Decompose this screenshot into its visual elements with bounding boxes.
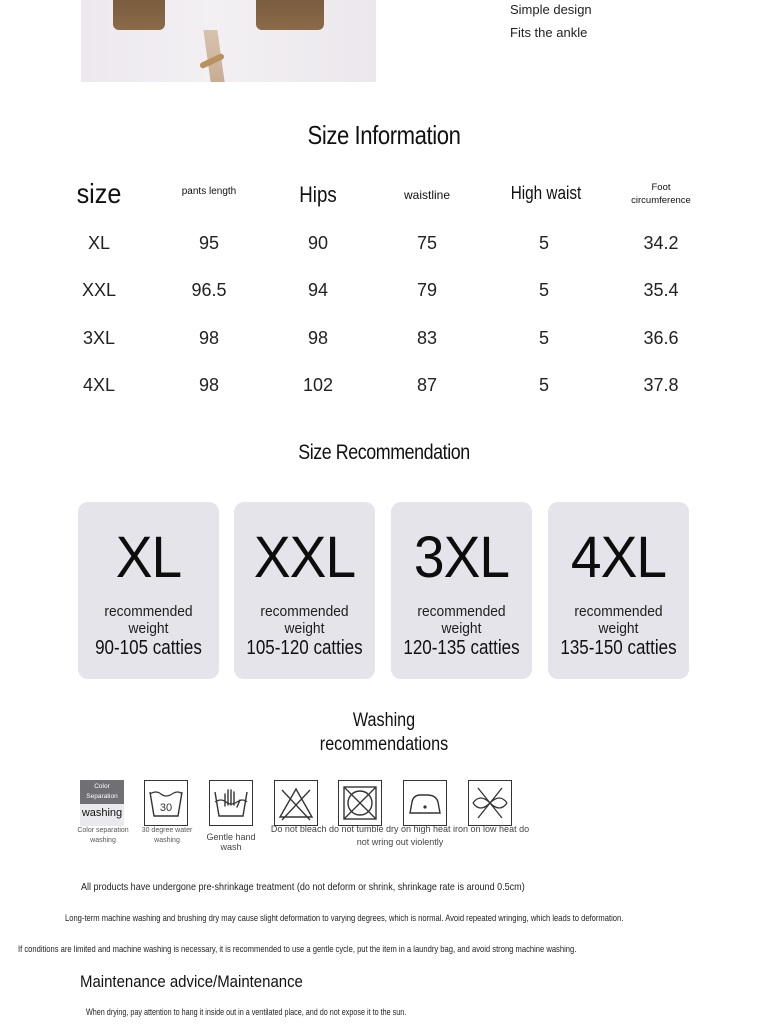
feature-simple-design: Simple design bbox=[510, 2, 592, 17]
table-row bbox=[40, 328, 720, 368]
cell-pants-length: 96.5 bbox=[191, 280, 227, 300]
header-size: size bbox=[76, 178, 122, 209]
maintenance-title: Maintenance advice/Maintenance bbox=[80, 972, 303, 991]
table-row bbox=[40, 233, 720, 273]
card-size: 3XL bbox=[413, 525, 510, 590]
size-table-header bbox=[40, 172, 720, 212]
pant-leg-right bbox=[256, 0, 324, 30]
cell-waistline: 87 bbox=[416, 375, 438, 395]
note-pre-shrink: All products have undergone pre-shrinkage treatment (do not deform or shrink, shrinkage rate is around 0.5cm) bbox=[81, 881, 525, 893]
card-range: 120-135 catties bbox=[403, 637, 520, 659]
cell-hips: 98 bbox=[307, 328, 329, 348]
cell-high-waist: 5 bbox=[538, 233, 549, 253]
wash-30-text: 30 bbox=[159, 802, 173, 814]
cell-high-waist: 5 bbox=[538, 328, 549, 348]
cell-pants-length: 98 bbox=[198, 328, 220, 348]
cell-waistline: 75 bbox=[416, 233, 438, 253]
no-bleach-icon bbox=[274, 780, 318, 826]
cell-waistline: 79 bbox=[416, 280, 438, 300]
cell-hips: 94 bbox=[307, 280, 329, 300]
color-separation-label: Color separation washing bbox=[77, 827, 129, 844]
recommendation-card-3xl bbox=[391, 502, 532, 679]
washing-title bbox=[58, 709, 711, 757]
cell-pants-length: 98 bbox=[198, 375, 220, 395]
washing-title-line2: recommendations bbox=[319, 734, 449, 755]
card-size: 4XL bbox=[570, 525, 667, 590]
cell-waistline: 83 bbox=[416, 328, 438, 348]
cell-size: 3XL bbox=[82, 328, 116, 348]
cell-size: XL bbox=[87, 233, 111, 253]
cell-foot-circumference: 35.4 bbox=[643, 280, 679, 300]
color-separation-icon bbox=[80, 780, 124, 826]
hand-wash-icon bbox=[209, 780, 253, 826]
note-drying: When drying, pay attention to hang it inside out in a ventilated place, and do not expose it to the sun. bbox=[86, 1007, 407, 1017]
card-label: recommended weight bbox=[260, 603, 349, 637]
hand-wash-label: Gentle hand wash bbox=[206, 832, 256, 852]
card-size: XL bbox=[115, 525, 182, 590]
color-separation-washing-text: washing bbox=[81, 807, 123, 819]
cell-high-waist: 5 bbox=[538, 280, 549, 300]
iron-low-icon bbox=[403, 780, 447, 826]
card-range: 105-120 catties bbox=[246, 637, 363, 659]
table-row bbox=[40, 280, 720, 320]
cell-pants-length: 95 bbox=[198, 233, 220, 253]
degree-wash-label: 30 degree water washing bbox=[141, 827, 193, 844]
cell-foot-circumference: 37.8 bbox=[643, 375, 679, 395]
recommendation-card-4xl bbox=[548, 502, 689, 679]
card-range: 135-150 catties bbox=[560, 637, 677, 659]
cell-hips: 90 bbox=[307, 233, 329, 253]
cell-size: 4XL bbox=[82, 375, 116, 395]
header-hips: Hips bbox=[299, 182, 337, 207]
cell-size: XXL bbox=[81, 280, 117, 300]
note-gentle-cycle: If conditions are limited and machine washing is necessary, it is recommended to use a gentle cycle, put the item in a laundry bag, and avoid strong machine washing. bbox=[18, 944, 577, 955]
no-wring-icon bbox=[468, 780, 512, 826]
header-waistline: waistline bbox=[403, 188, 451, 202]
card-range: 90-105 catties bbox=[95, 637, 202, 659]
card-label: recommended weight bbox=[417, 603, 506, 637]
header-pants-length: pants length bbox=[181, 186, 237, 197]
cell-high-waist: 5 bbox=[538, 375, 549, 395]
cell-foot-circumference: 34.2 bbox=[643, 233, 679, 253]
washing-title-line1: Washing bbox=[352, 710, 416, 731]
recommendation-card-xl bbox=[78, 502, 219, 679]
card-label: recommended weight bbox=[104, 603, 193, 637]
recommendation-card-xxl bbox=[234, 502, 375, 679]
size-info-title: Size Information bbox=[307, 120, 461, 150]
header-foot-circumference: Foot circumference bbox=[631, 182, 691, 206]
care-symbols-label: Do not bleach do not tumble dry on high heat iron on low heat do not wring out violently bbox=[270, 824, 530, 847]
card-label: recommended weight bbox=[574, 603, 663, 637]
pant-leg-left bbox=[113, 0, 165, 30]
header-high-waist: High waist bbox=[510, 183, 582, 203]
note-machine-wash: Long-term machine washing and brushing dry may cause slight deformation to varying degrees, which is normal. Avoid repeated wringing, which leads to deformation. bbox=[65, 913, 624, 924]
size-recommendation-title: Size Recommendation bbox=[298, 441, 470, 464]
feature-fits-ankle: Fits the ankle bbox=[510, 25, 588, 40]
cell-hips: 102 bbox=[302, 375, 334, 395]
product-photo bbox=[81, 0, 376, 82]
wash-30-icon bbox=[144, 780, 188, 826]
table-row bbox=[40, 375, 720, 415]
cell-foot-circumference: 36.6 bbox=[643, 328, 679, 348]
color-separation-banner: Color Separation bbox=[80, 780, 124, 804]
no-tumble-dry-icon bbox=[338, 780, 382, 826]
card-size: XXL bbox=[253, 525, 356, 590]
